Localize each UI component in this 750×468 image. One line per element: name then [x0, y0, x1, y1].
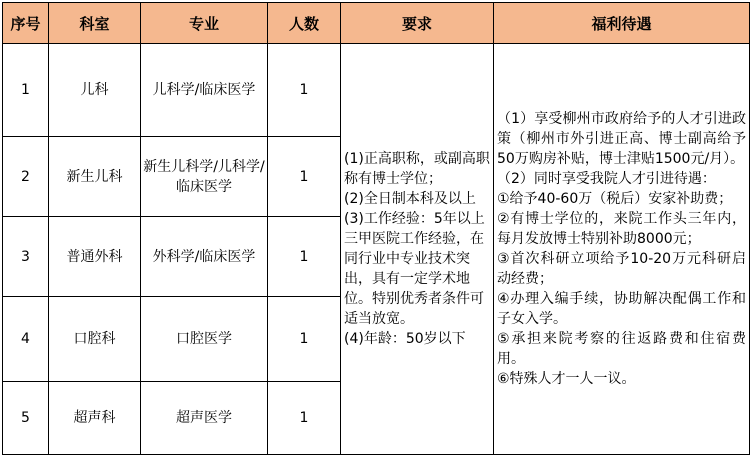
header-count: 人数	[268, 3, 341, 44]
row-dept: 普通外科	[49, 217, 141, 297]
benefits-cell	[494, 44, 750, 455]
requirement-item: (3)工作经验：5年以上三甲医院工作经验，在同行业中专业技术突出，具有一定学术地位。特别优秀者条件可适当放宽。	[344, 211, 485, 327]
row-dept: 口腔科	[49, 297, 141, 382]
row-no: 2	[3, 137, 49, 217]
benefit-item: ⑤承担来院考察的往返路费和住宿费用。	[497, 331, 746, 367]
benefit-item: （2）同时享受我院人才引进待遇：	[497, 171, 716, 187]
requirement-item: (1)正高职称，或副高职称有博士学位；	[344, 151, 490, 187]
header-benefits: 福利待遇	[494, 3, 750, 44]
header-no: 序号	[3, 3, 49, 44]
recruitment-table	[2, 2, 750, 455]
benefit-item: ①给予40-60万（税后）安家补助费；	[497, 191, 733, 207]
row-major: 口腔医学	[141, 297, 268, 382]
benefit-item: ③首次科研立项给予10-20万元科研启动经费；	[497, 251, 746, 287]
row-no: 3	[3, 217, 49, 297]
row-major: 外科学/临床医学	[141, 217, 268, 297]
row-major: 新生儿科学/儿科学/临床医学	[141, 137, 268, 217]
requirement-item: (2)全日制本科及以上	[344, 191, 476, 207]
row-dept: 新生儿科	[49, 137, 141, 217]
benefit-item: （1）享受柳州市政府给予的人才引进政策（柳州市外引进正高、博士副高给予50万购房补贴，博士津贴1500元/月）。	[497, 111, 746, 167]
header-dept: 科室	[49, 3, 141, 44]
row-major: 儿科学/临床医学	[141, 44, 268, 137]
benefit-item: ④办理入编手续，协助解决配偶工作和子女入学。	[497, 291, 746, 327]
row-no: 1	[3, 44, 49, 137]
row-count: 1	[268, 297, 341, 382]
row-major: 超声医学	[141, 382, 268, 455]
header-requirements: 要求	[341, 3, 494, 44]
row-dept: 超声科	[49, 382, 141, 455]
row-no: 4	[3, 297, 49, 382]
row-count: 1	[268, 137, 341, 217]
benefit-item: ⑥特殊人才一人一议。	[497, 371, 636, 387]
row-count: 1	[268, 382, 341, 455]
row-no: 5	[3, 382, 49, 455]
header-row	[3, 3, 750, 44]
header-major: 专业	[141, 3, 268, 44]
table-row	[3, 44, 750, 137]
requirement-item: (4)年龄：50岁以下	[344, 331, 466, 347]
row-dept: 儿科	[49, 44, 141, 137]
benefit-item: ②有博士学位的，来院工作头三年内，每月发放博士特别补助8000元；	[497, 211, 746, 247]
requirements-cell	[341, 44, 494, 455]
row-count: 1	[268, 44, 341, 137]
row-count: 1	[268, 217, 341, 297]
